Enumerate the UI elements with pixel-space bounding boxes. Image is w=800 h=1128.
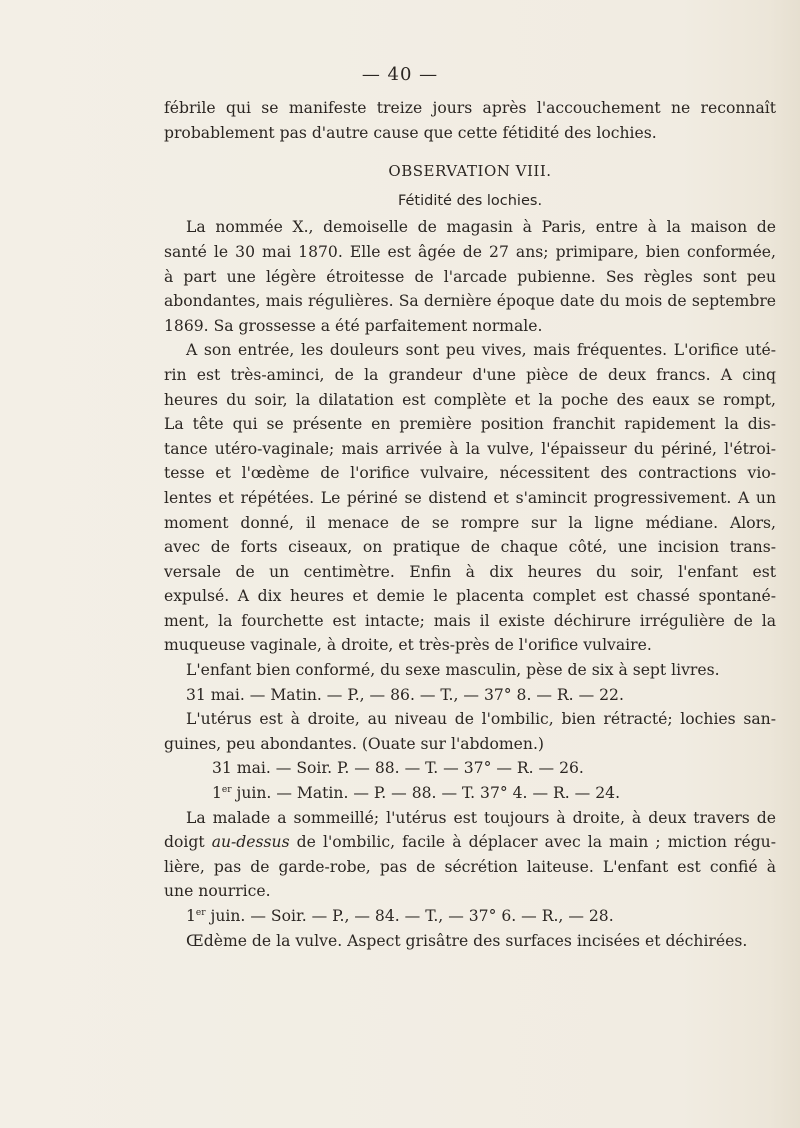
text-line: lentes et répétées. Le périné se distend et s'amincit progressivement. A un <box>164 488 776 507</box>
text-line: L'enfant bien conformé, du sexe masculin, pèse de six à sept livres. <box>186 661 720 680</box>
ordinal-suffix: er <box>221 784 232 795</box>
text-line: A son entrée, les douleurs sont peu vives, mais fréquentes. L'orifice uté- <box>186 341 776 360</box>
text-line: L'utérus est à droite, au niveau de l'ombilic, bien rétracté; lochies san- <box>186 710 776 729</box>
vitals-day: 1 <box>212 784 222 803</box>
text-line: heures du soir, la dilatation est complète et la poche des eaux se rompt, <box>164 390 776 409</box>
vitals-rest: juin. — Soir. — P., — 84. — T., — 37° 6. — R., — 28. <box>205 907 614 925</box>
observation-subtitle: Fétidité des lochies. <box>397 192 543 209</box>
page-text <box>164 96 776 953</box>
text-line: santé le 30 mai 1870. Elle est âgée de 27 ans; primipare, bien conformée, <box>164 242 776 261</box>
text-line: fébrile qui se manifeste treize jours après l'accouchement ne reconnaît <box>164 99 776 117</box>
text-line: à part une légère étroitesse de l'arcade pubienne. Ses règles sont peu <box>164 267 776 286</box>
text-line: lière, pas de garde-robe, pas de sécrétion laiteuse. L'enfant est confié à <box>164 857 776 876</box>
vitals-line <box>164 904 776 929</box>
text-line: tesse et l'œdème de l'orifice vulvaire, nécessitent des contractions vio- <box>164 464 776 483</box>
text-line: La nommée X., demoiselle de magasin à Paris, entre à la maison de <box>186 218 776 237</box>
vitals-line: 31 mai. — Soir. P. — 88. — T. — 37° — R. — 26. <box>212 759 584 778</box>
text-line: une nourrice. <box>164 882 271 901</box>
text-line: abondantes, mais régulières. Sa dernière époque date du mois de septembre <box>164 292 776 311</box>
text-fragment: doigt <box>164 833 212 852</box>
text-line: 1869. Sa grossesse a été parfaitement normale. <box>164 316 543 335</box>
text-line: Œdème de la vulve. Aspect grisâtre des surfaces incisées et déchirées. <box>186 931 748 950</box>
text-line: ment, la fourchette est intacte; mais il existe déchirure irrégulière de la <box>164 611 776 630</box>
text-line: expulsé. A dix heures et demie le placenta complet est chassé spontané- <box>164 587 776 606</box>
text-line: guines, peu abondantes. (Ouate sur l'abdomen.) <box>164 734 544 753</box>
vitals-line <box>164 781 776 806</box>
text-line: rin est très-aminci, de la grandeur d'une pièce de deux francs. A cinq <box>164 365 776 384</box>
vitals-day: 1 <box>186 907 196 925</box>
text-line: La tête qui se présente en première position franchit rapidement la dis- <box>164 415 776 434</box>
vitals-rest: juin. — Matin. — P. — 88. — T. 37° 4. — R. — 24. <box>231 784 621 803</box>
text-line: La malade a sommeillé; l'utérus est toujours à droite, à deux travers de <box>186 808 776 827</box>
text-line: versale de un centimètre. Enfin à dix heures du soir, l'enfant est <box>164 562 776 581</box>
text-line: avec de forts ciseaux, on pratique de chaque côté, une incision trans- <box>164 538 776 557</box>
observation-title: OBSERVATION VIII. <box>388 162 552 181</box>
text-line: muqueuse vaginale, à droite, et très-près de l'orifice vulvaire. <box>164 636 652 655</box>
emphasis: au-dessus <box>211 833 290 852</box>
text-fragment: de l'ombilic, facile à déplacer avec la main ; miction régu- <box>289 833 776 852</box>
vitals-line: 31 mai. — Matin. — P., — 86. — T., — 37° 8. — R. — 22. <box>186 685 624 704</box>
text-line: tance utéro-vaginale; mais arrivée à la vulve, l'épaisseur du périné, l'étroi- <box>164 439 776 458</box>
text-line: probablement pas d'autre cause que cette fétidité des lochies. <box>164 123 657 142</box>
text-line <box>164 830 776 855</box>
page-number: — 40 — <box>361 64 439 85</box>
text-line: moment donné, il menace de se rompre sur la ligne médiane. Alors, <box>164 513 776 532</box>
ordinal-suffix: er <box>195 907 206 918</box>
